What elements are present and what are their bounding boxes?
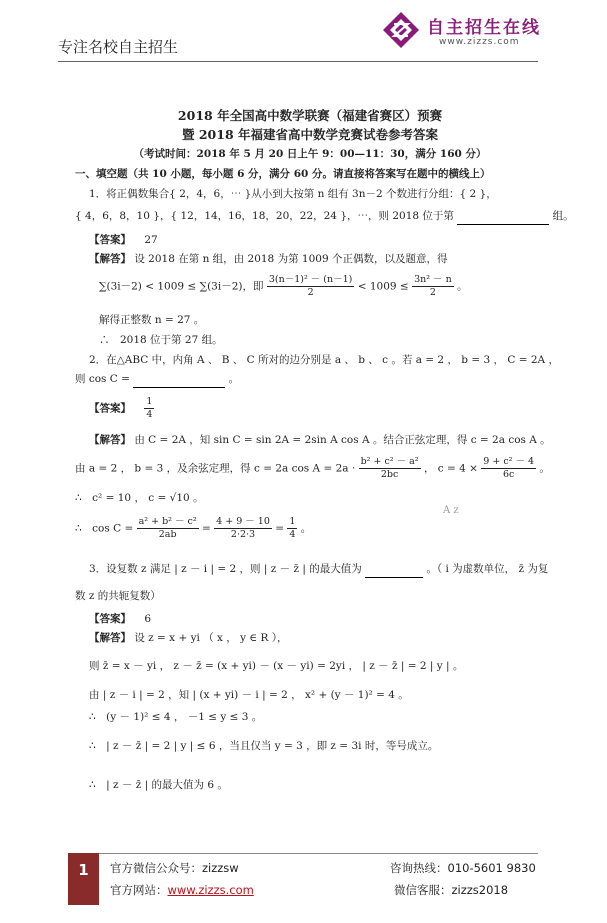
q2-line2-end: 。 [228, 373, 240, 385]
q2-sol4-end: 。 [300, 522, 312, 535]
footer-website-link[interactable]: www.zizzs.com [167, 883, 254, 897]
q1-f1-den: 2 [307, 286, 314, 298]
q2-solution-line3: ∴ c² = 10 ， c = √10 。 [75, 492, 204, 504]
header-divider [58, 61, 538, 62]
q2-f3-den: 2ab [158, 528, 177, 540]
q3-solution-line6: ∴ | z － z̄ | 的最大值为 6 。 [89, 779, 228, 791]
q3-line2: 数 z 的共轭复数） [75, 590, 161, 602]
footer-hotline: 咨询热线：010-5601 9830 [390, 861, 536, 875]
watermark: A z [443, 505, 459, 516]
q3-sol1-text: 设 z = x + yi （ x ， y ∈ R ）， [134, 632, 288, 644]
q2-sol4-text: ∴ cos C = [75, 522, 134, 535]
q1-solution-formula [99, 274, 468, 299]
q1-fraction-1 [267, 274, 355, 299]
q2-sol4-eq1: = [202, 522, 211, 535]
footer-wechat: 官方微信公众号：zizzsw [110, 861, 239, 875]
q2-answer [89, 396, 154, 421]
q3-line1-end: 。（ i 为虚数单位， z̄ 为复 [426, 563, 549, 575]
q2-fraction-1 [359, 456, 421, 481]
q3-answer-blank [365, 563, 423, 578]
q1-sol2-text: ∑(3i－2) < 1009 ≤ ∑(3i－2)，即 [99, 280, 264, 293]
q2-f5-num: 1 [289, 516, 296, 527]
q1-line2-end: 组。 [552, 210, 574, 222]
q2-f2-num: 9 + c² － 4 [483, 456, 535, 467]
q3-solution-line1 [89, 632, 288, 646]
q2-f3-num: a² + b² － c² [138, 516, 197, 527]
q3-line1-text: 3．设复数 z 满足 | z － i | = 2 ，则 | z － z̄ | 的最大值为 [89, 563, 362, 575]
footer-website-label: 官方网站： [110, 883, 168, 897]
q1-solution-line4: ∴ 2018 位于第 27 组。 [99, 334, 223, 346]
q2-sol1-text: 由 C = 2A ，知 sin C = sin 2A = 2sin A cos A 。结合正弦定理，得 c = 2a cos A 。 [134, 434, 551, 446]
q2-sol2-end: 。 [539, 462, 550, 475]
q1-answer-blank [457, 210, 549, 225]
logo [383, 10, 543, 54]
q2-solution-line2 [75, 456, 550, 481]
q2-line1: 2．在△ABC 中，内角 A 、 B 、 C 所对的边分别是 a 、 b 、 c 。若 a = 2 ， b = 3 ， C = 2A ， [89, 354, 559, 366]
q2-f4-num: 4 + 9 － 10 [216, 516, 270, 527]
q2-fraction-5 [287, 516, 297, 541]
q2-solution-line4 [75, 516, 311, 541]
q2-fraction-3 [137, 516, 199, 541]
section-heading: 一、填空题（共 10 小题，每小题 6 分，满分 60 分。请直接将答案写在题中的横线上） [75, 168, 491, 180]
q2-fraction-2 [481, 456, 536, 481]
page-number: 1 [68, 853, 99, 905]
header-title: 专注名校自主招生 [58, 38, 179, 56]
q2-line2 [75, 373, 239, 388]
q2-answer-fraction [144, 396, 154, 421]
q2-f1-den: 2bc [380, 468, 399, 480]
footer-service: 微信客服：zizzs2018 [394, 883, 509, 897]
doc-title-line2: 暨 2018 年福建省高中数学竞赛试卷参考答案 [182, 127, 438, 142]
q3-solution-line4: ∴ (y － 1)² ≤ 4 ， －1 ≤ y ≤ 3 。 [89, 711, 263, 723]
q1-f1-num: 3(n－1)² － (n－1) [268, 274, 353, 285]
logo-url: www.zizzs.com [439, 37, 520, 47]
q2-line2-text: 则 cos C = [75, 373, 130, 385]
q1-sol2-mid: < 1009 ≤ [357, 280, 409, 293]
solution-label: 【解答】 [89, 632, 131, 644]
answer-label: 【答案】 [89, 613, 131, 625]
q1-line2-text: { 4，6，8，10 }，{ 12，14，16，18，20，22，24 }，⋯，则 2018 位于第 [75, 210, 454, 222]
q3-answer [89, 613, 151, 627]
q1-sol2-end: 。 [457, 280, 468, 293]
logo-text: 自主招生在线 [427, 18, 541, 38]
q1-solution-line1 [89, 253, 447, 267]
q1-answer [89, 234, 158, 248]
q3-answer-value: 6 [144, 613, 152, 625]
answer-label: 【答案】 [89, 402, 131, 415]
q3-solution-line5: ∴ | z － z̄ | = 2 | y | ≤ 6 ，当且仅当 y = 3 ，即 z = 3i 时，等号成立。 [89, 740, 439, 752]
answer-label: 【答案】 [89, 234, 131, 246]
exam-info: （考试时间：2018 年 5 月 20 日上午 9：00—11：30，满分 160 分） [133, 148, 487, 160]
q1-fraction-2 [412, 274, 454, 299]
q1-sol1-text: 设 2018 在第 n 组，由 2018 为第 1009 个正偶数，以及题意，得 [134, 253, 448, 265]
q2-ans-den: 4 [146, 408, 153, 420]
q2-f5-den: 4 [289, 528, 296, 540]
solution-label: 【解答】 [89, 434, 131, 446]
q3-line1 [89, 563, 548, 578]
q2-f4-den: 2·2·3 [230, 528, 256, 540]
q2-sol4-eq2: = [275, 522, 285, 535]
q1-f2-den: 2 [429, 286, 436, 298]
q2-answer-blank [133, 373, 225, 388]
q2-sol2-mid: ， c = 4 × [423, 462, 478, 475]
zizzs-logo-icon [383, 12, 419, 48]
q3-solution-line3: 由 | z － i | = 2 ，知 | (x + yi) － i | = 2 ， x² + (y － 1)² = 4 。 [89, 689, 409, 701]
doc-title-line1: 2018 年全国高中数学联赛（福建省赛区）预赛 [177, 108, 443, 123]
q2-fraction-4 [214, 516, 272, 541]
q1-line2 [75, 210, 574, 225]
q1-answer-value: 27 [144, 234, 158, 246]
q2-ans-num: 1 [146, 396, 153, 407]
q1-solution-line3: 解得正整数 n = 27 。 [99, 314, 205, 326]
q1-line1: 1．将正偶数集合{ 2，4，6，⋯ }从小到大按第 n 组有 3n－2 个数进行分组：{ 2 }， [89, 188, 497, 200]
q1-f2-num: 3n² － n [414, 274, 452, 285]
footer-divider [68, 853, 538, 854]
footer-website [110, 882, 254, 898]
q2-f1-num: b² + c² － a² [360, 456, 419, 467]
q2-solution-line1 [89, 434, 551, 448]
solution-label: 【解答】 [89, 253, 131, 265]
q2-f2-den: 6c [502, 468, 515, 480]
q3-solution-line2: 则 z̄ = x － yi ， z － z̄ = (x + yi) － (x － yi) = 2yi ， | z － z̄ | = 2 | y | 。 [89, 660, 464, 672]
q2-sol2-text: 由 a = 2 ， b = 3 ，及余弦定理，得 c = 2a cos A = 2a · [75, 462, 356, 475]
